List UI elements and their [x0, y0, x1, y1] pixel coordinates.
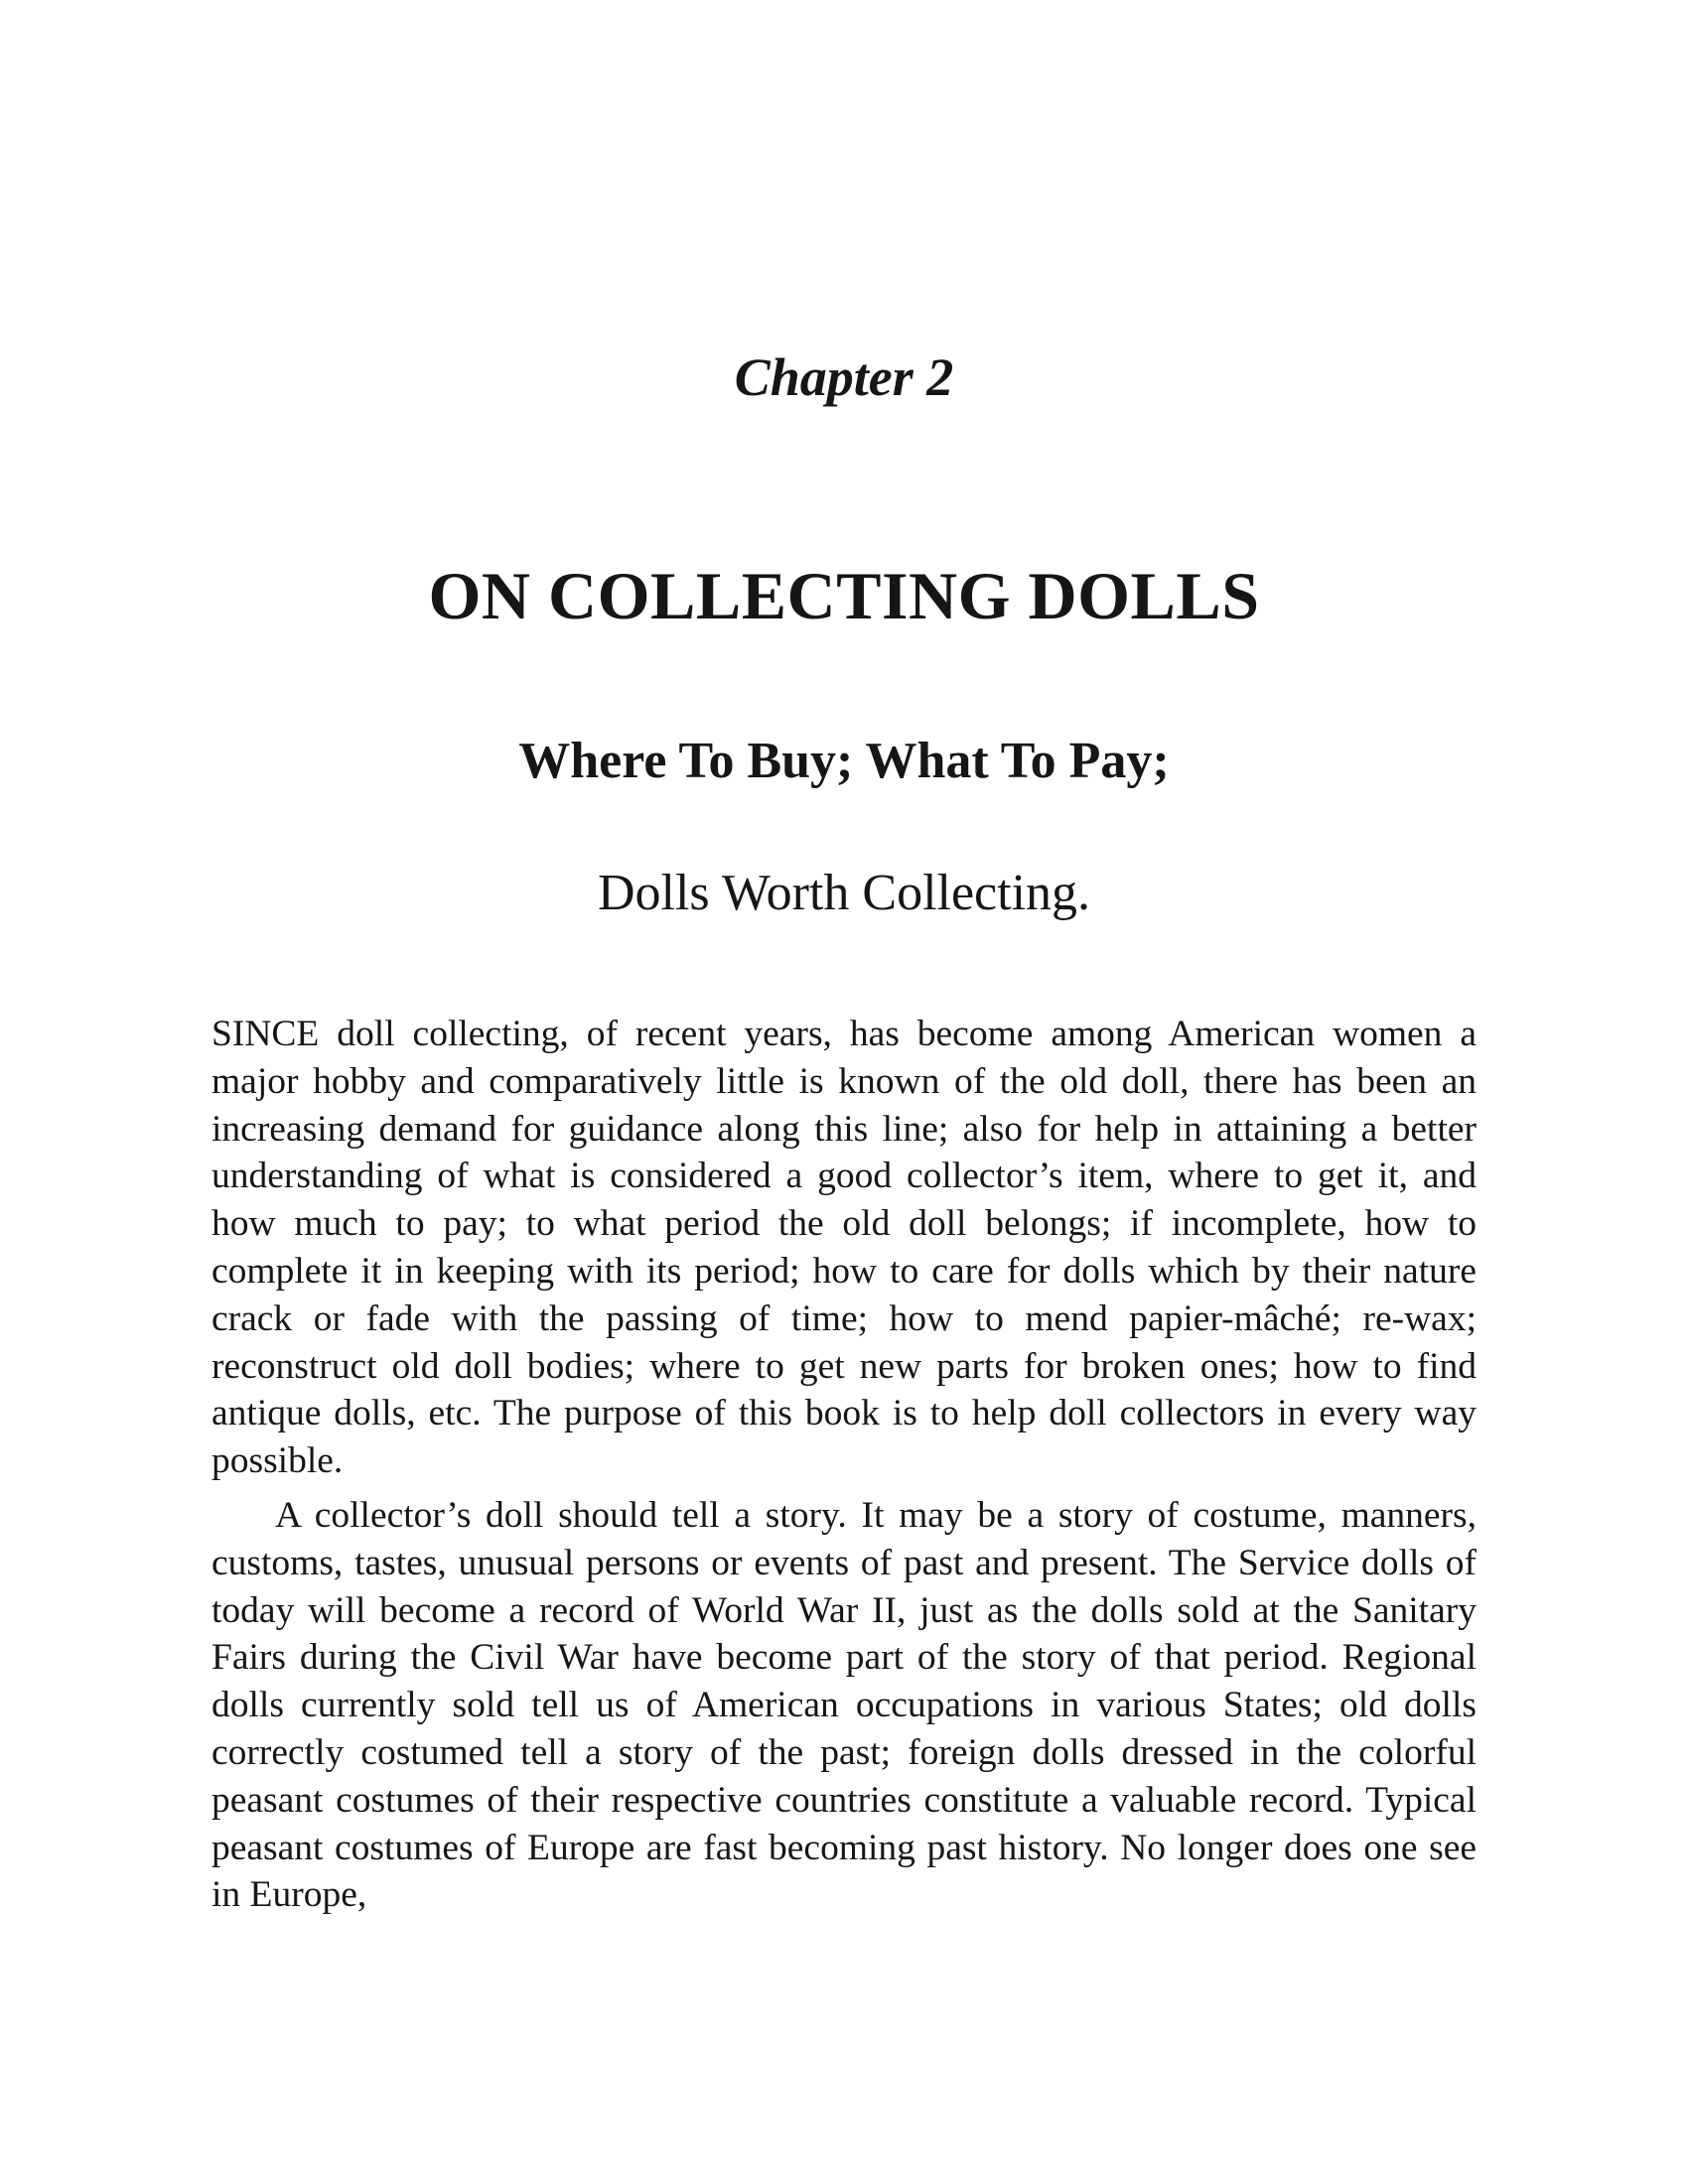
- chapter-subtitle: Where To Buy; What To Pay;: [518, 733, 1170, 789]
- chapter-title: ON COLLECTING DOLLS: [428, 558, 1260, 633]
- chapter-subtitle-secondary: Dolls Worth Collecting.: [597, 865, 1091, 921]
- body-text: [211, 1011, 1477, 1919]
- paragraph-2: A collector’s doll should tell a story. It may be a story of costume, manners, customs, tastes, unusual persons or events of past and present. The Service dolls of today will become a record of World War II, just as the dolls sold at the Sanitary Fairs during the Civil War have become part of the story of that period. Regional dolls currently sold tell us of American occupations in various States; old dolls correctly costumed tell a story of the past; foreign dolls dressed in the colorful peasant costumes of their respective countries constitute a valuable record. Typical peasant costumes of Europe are fast becoming past history. No longer does one see in Europe,: [211, 1494, 1477, 1916]
- paragraph-1: SINCE doll collecting, of recent years, has become among American women a major hobby and comparatively little is known of the old doll, there has been an increasing demand for guidance along this line; also for help in attaining a better understanding of what is considered a good collector’s item, where to get it, and how much to pay; to what period the old doll belongs; if incomplete, how to complete it in keeping with its period; how to care for dolls which by their nature crack or fade with the passing of time; how to mend papier-mâché; re-wax; reconstruct old doll bodies; where to get new parts for broken ones; how to find antique dolls, etc. The purpose of this book is to help doll collectors in every way possible.: [211, 1014, 1477, 1482]
- chapter-label: Chapter 2: [734, 347, 954, 407]
